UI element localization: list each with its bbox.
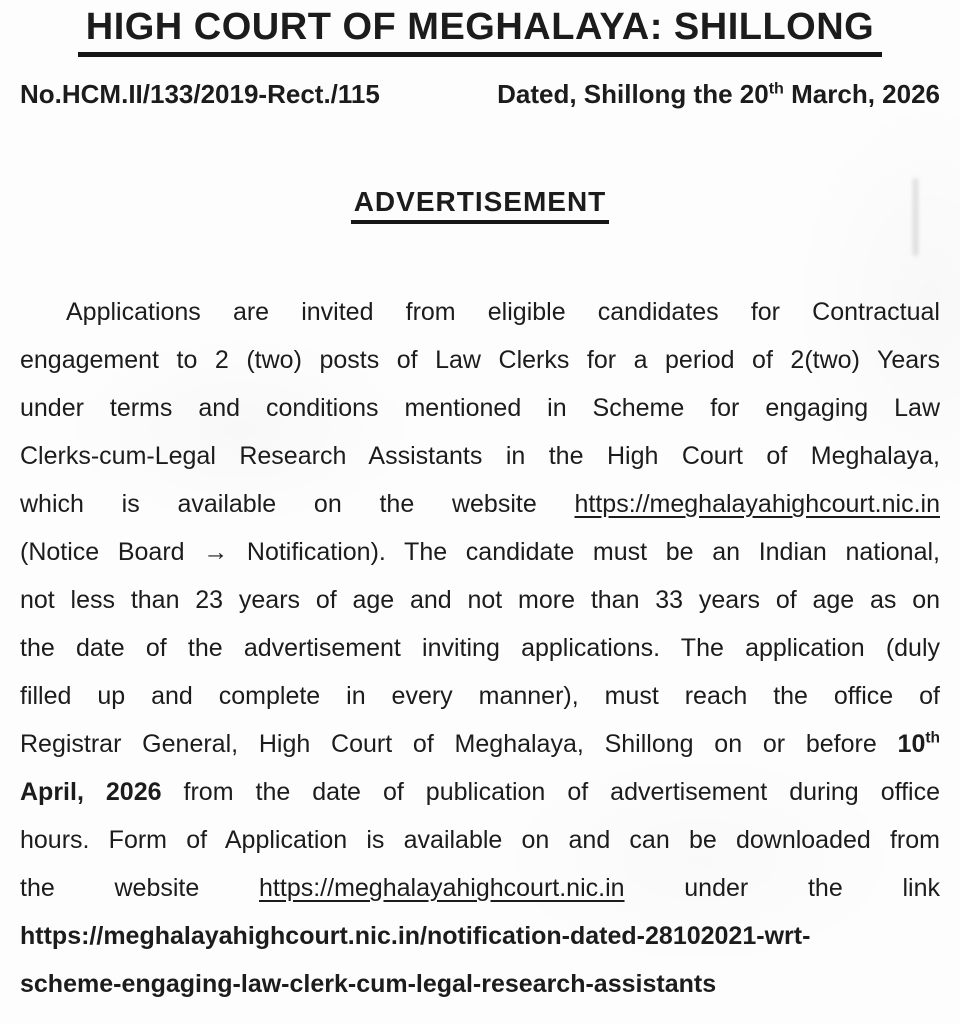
title-row (20, 6, 940, 57)
heading-row (20, 186, 940, 224)
text-run: filled up and complete in every manner), must reach the office of (20, 682, 940, 710)
superscript: th (768, 79, 784, 98)
text-run: March, 2026 (783, 79, 940, 109)
reference-line (20, 79, 940, 110)
text-run: under the link (624, 874, 940, 902)
text-run: (Notice Board → Notification). The candidate must be an Indian national, (20, 538, 940, 566)
text-run: scheme-engaging-law-clerk-cum-legal-research-assistants (20, 970, 717, 998)
body-line-10 (20, 720, 940, 768)
body-line-14 (20, 912, 940, 960)
body-line-7 (20, 576, 940, 624)
date-text (497, 79, 940, 110)
body-line-8 (20, 624, 940, 672)
body-line-5 (20, 480, 940, 528)
text-run: 10 (897, 730, 926, 758)
text-run: not less than 23 years of age and not more than 33 years of age as on (20, 586, 940, 614)
body-line-4 (20, 432, 940, 480)
body-line-15 (20, 960, 940, 1008)
text-run: under terms and conditions mentioned in Scheme for engaging Law (20, 394, 940, 422)
text-run: Registrar General, High Court of Meghalaya, Shillong on or before (20, 730, 898, 758)
text-run: from the date of publication of advertisement during office (161, 778, 941, 806)
text-run: the website (20, 874, 260, 902)
section-heading: ADVERTISEMENT (351, 186, 610, 224)
text-run: https://meghalayahighcourt.nic.in/notification-dated-28102021-wrt- (20, 922, 811, 950)
text-run: engagement to 2 (two) posts of Law Clerks for a period of 2(two) Years (20, 346, 940, 374)
text-run: Clerks-cum-Legal Research Assistants in the High Court of Meghalaya, (20, 442, 940, 470)
url-text: https://meghalayahighcourt.nic.in (574, 490, 940, 518)
text-run: April, 2026 (20, 778, 162, 806)
body-line-9 (20, 672, 940, 720)
body-line-3 (20, 384, 940, 432)
body-line-11 (20, 768, 940, 816)
text-run: which is available on the website (20, 490, 575, 518)
text-run: hours. Form of Application is available on and can be downloaded from (20, 826, 940, 854)
body-line-6 (20, 528, 940, 576)
text-run: Applications are invited from eligible candidates for Contractual (66, 298, 940, 326)
body-line-13 (20, 864, 940, 912)
superscript: th (925, 729, 940, 747)
reference-number: No.HCM.II/133/2019-Rect./115 (20, 79, 380, 109)
text-run: Dated, Shillong the 20 (497, 79, 769, 109)
url-text: https://meghalayahighcourt.nic.in (259, 874, 625, 902)
body-line-1 (20, 288, 940, 336)
document-title: HIGH COURT OF MEGHALAYA: SHILLONG (78, 6, 883, 57)
body-line-12 (20, 816, 940, 864)
body-line-2 (20, 336, 940, 384)
document-body (20, 288, 940, 1008)
text-run: the date of the advertisement inviting applications. The application (duly (20, 634, 940, 662)
